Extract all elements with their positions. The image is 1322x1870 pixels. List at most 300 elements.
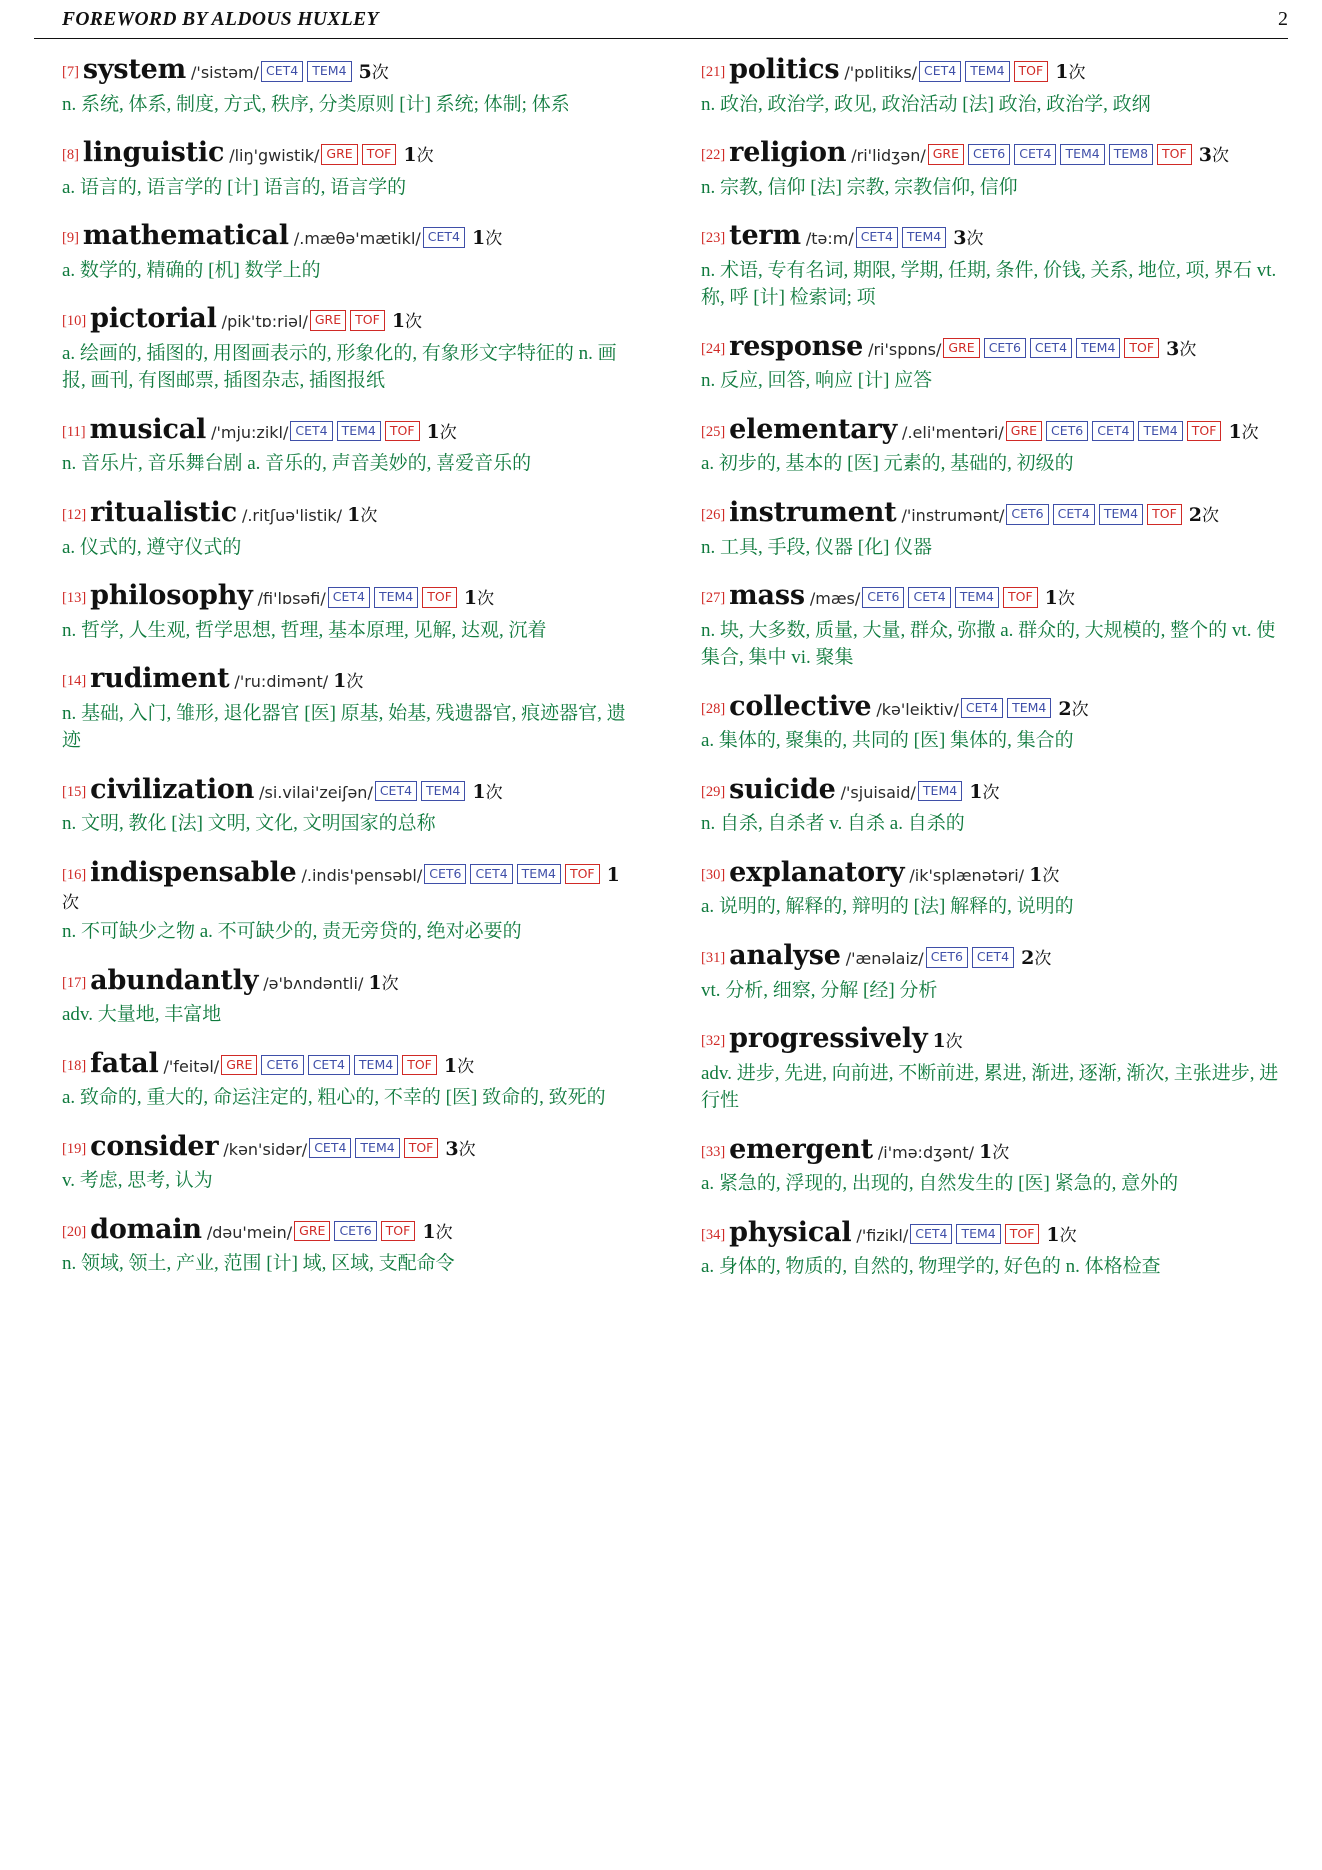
- entry-phonetic: /'sjuisaid/: [840, 782, 916, 802]
- entry-word: analyse: [729, 940, 841, 972]
- frequency-unit: 次: [435, 1222, 453, 1242]
- frequency-count: [979, 1141, 1009, 1163]
- frequency-count: [1021, 947, 1051, 969]
- frequency-number: 1: [347, 504, 361, 527]
- entry-headline: [62, 1130, 633, 1165]
- entry-phonetic: /'mju:zikl/: [211, 422, 289, 442]
- entry-word: abundantly: [90, 964, 259, 996]
- exam-tag-badge: TEM4: [421, 781, 465, 802]
- entry-definition: n. 系统, 体系, 制度, 方式, 秩序, 分类原则 [计] 系统; 体制; 体系: [62, 93, 570, 115]
- entry-phonetic: /ri'lidʒən/: [851, 146, 926, 166]
- frequency-unit: 次: [405, 312, 423, 332]
- frequency-number: 1: [472, 780, 486, 803]
- frequency-unit: 次: [371, 63, 389, 82]
- entry-word: response: [729, 330, 864, 362]
- exam-tag-badge: CET6: [261, 1055, 303, 1076]
- frequency-unit: 次: [982, 782, 1000, 802]
- entry-index: [23]: [701, 230, 726, 247]
- entry-word: indispensable: [90, 856, 297, 888]
- entry-headline: [62, 302, 633, 337]
- entry-index: [21]: [701, 64, 726, 80]
- frequency-unit: 次: [416, 146, 434, 166]
- frequency-number: 1: [1055, 61, 1069, 83]
- entry-definition: n. 领域, 领土, 产业, 范围 [计] 域, 区域, 支配命令: [62, 1253, 455, 1275]
- entry-headline: [701, 219, 1282, 254]
- entry-definition: vt. 分析, 细察, 分解 [经] 分析: [701, 979, 938, 1001]
- frequency-number: 2: [1021, 947, 1035, 970]
- entry-index: [29]: [701, 783, 726, 800]
- entry-index: [32]: [701, 1033, 726, 1050]
- entry-definition: a. 身体的, 物质的, 自然的, 物理学的, 好色的 n. 体格检查: [701, 1256, 1161, 1278]
- exam-tag-badge: CET6: [926, 947, 968, 968]
- exam-tag-badge: TEM4: [902, 227, 946, 248]
- entry-index: [11]: [62, 423, 86, 440]
- entry-phonetic: /ri'spɒns/: [868, 339, 942, 359]
- exam-tag-badge: GRE: [221, 1055, 257, 1076]
- running-head-title: FOREWORD BY ALDOUS HUXLEY: [62, 9, 379, 30]
- dictionary-entry: [62, 1213, 633, 1278]
- exam-tag-badge: TOF: [422, 587, 457, 608]
- entry-phonetic: /si.vilai'zeiʃən/: [259, 782, 373, 802]
- entry-headline: [62, 1047, 633, 1082]
- entry-phonetic: /ik'splænətəri/: [909, 865, 1025, 885]
- entry-headline: [62, 496, 633, 531]
- entry-word: rudiment: [90, 663, 230, 695]
- exam-tag-badge: TOF: [1003, 587, 1038, 608]
- frequency-unit: 次: [992, 1142, 1010, 1162]
- entry-headline: [62, 1213, 633, 1248]
- frequency-count: [472, 781, 502, 803]
- exam-tag-badge: TEM4: [374, 587, 418, 608]
- dictionary-entry: [701, 413, 1282, 478]
- entry-word: system: [82, 54, 187, 85]
- entry-headline: [701, 53, 1282, 88]
- frequency-unit: 次: [381, 973, 399, 993]
- entry-phonetic: /ə'bʌndəntli/: [263, 973, 364, 993]
- frequency-count: [333, 670, 363, 692]
- frequency-unit: 次: [485, 782, 503, 802]
- dictionary-entry: [701, 136, 1282, 201]
- frequency-number: 1: [472, 227, 486, 250]
- entry-definition: n. 政治, 政治学, 政见, 政治活动 [法] 政治, 政治学, 政纲: [701, 93, 1151, 115]
- entry-headline: [701, 496, 1282, 531]
- entry-word: physical: [729, 1216, 852, 1248]
- entry-phonetic: /'ru:dimənt/: [234, 672, 329, 692]
- frequency-unit: 次: [1068, 63, 1086, 82]
- page-header: [0, 0, 1322, 35]
- exam-tag-badge: GRE: [321, 144, 357, 165]
- entry-word: suicide: [729, 773, 836, 805]
- frequency-count: [403, 144, 433, 166]
- frequency-count: [932, 1030, 962, 1052]
- frequency-number: 1: [932, 1030, 946, 1053]
- exam-tag-badge: CET6: [968, 144, 1010, 165]
- frequency-unit: 次: [1057, 589, 1075, 609]
- dictionary-entry: [701, 1216, 1282, 1281]
- exam-tag-badge: TOF: [1147, 504, 1182, 525]
- exam-tag-badge: TEM4: [918, 781, 962, 802]
- entry-phonetic: /pik'tɒ:riəl/: [221, 312, 308, 332]
- exam-tag-badge: TEM8: [1109, 144, 1153, 165]
- entry-word: consider: [90, 1130, 219, 1162]
- frequency-number: 1: [969, 780, 983, 803]
- dictionary-entry: [62, 1130, 633, 1195]
- entry-headline: [701, 413, 1282, 448]
- frequency-count: [1199, 144, 1229, 166]
- frequency-unit: 次: [360, 506, 378, 526]
- entry-headline: [62, 579, 633, 614]
- frequency-number: 1: [391, 310, 406, 333]
- frequency-unit: 次: [945, 1032, 963, 1052]
- exam-tag-badge: TEM4: [955, 587, 999, 608]
- exam-tag-badge: CET4: [261, 61, 303, 82]
- entry-word: ritualistic: [90, 497, 237, 529]
- entry-index: [28]: [701, 700, 726, 717]
- entry-index: [31]: [701, 950, 726, 967]
- exam-tag-badge: GRE: [310, 310, 346, 331]
- exam-tag-badge: TOF: [385, 421, 420, 442]
- entry-index: [9]: [62, 230, 79, 247]
- entry-word: pictorial: [90, 303, 217, 335]
- entry-definition: n. 宗教, 信仰 [法] 宗教, 宗教信仰, 信仰: [701, 176, 1018, 198]
- frequency-count: [1029, 864, 1059, 886]
- frequency-number: 1: [979, 1140, 993, 1163]
- entry-definition: a. 说明的, 解释的, 辩明的 [法] 解释的, 说明的: [701, 896, 1074, 918]
- entry-word: musical: [89, 413, 207, 445]
- frequency-count: [1228, 421, 1258, 443]
- entry-headline: [62, 219, 633, 254]
- exam-tag-badge: TOF: [350, 310, 385, 331]
- entry-definition: a. 致命的, 重大的, 命运注定的, 粗心的, 不幸的 [医] 致命的, 致死的: [62, 1087, 606, 1109]
- frequency-unit: 次: [1034, 949, 1052, 969]
- entry-definition: n. 哲学, 人生观, 哲学思想, 哲理, 基本原理, 见解, 达观, 沉着: [62, 619, 547, 641]
- entry-phonetic: /.indis'pensəbl/: [301, 865, 423, 885]
- entry-word: politics: [729, 54, 840, 85]
- entry-phonetic: /i'mə:dʒənt/: [877, 1142, 974, 1162]
- frequency-count: [464, 587, 494, 609]
- dictionary-entry: [62, 496, 633, 561]
- dictionary-entry: [62, 219, 633, 284]
- dictionary-entry: [62, 413, 633, 478]
- exam-tag-badge: TOF: [1157, 144, 1192, 165]
- dictionary-entry: [701, 773, 1282, 838]
- frequency-count: [472, 227, 502, 249]
- entry-index: [14]: [62, 673, 87, 690]
- page-number: 2: [1278, 8, 1288, 30]
- exam-tag-badge: CET4: [972, 947, 1014, 968]
- entry-index: [26]: [701, 507, 726, 524]
- exam-tag-badge: TEM4: [956, 1224, 1000, 1245]
- column-left: [0, 53, 661, 1299]
- entry-definition: a. 初步的, 基本的 [医] 元素的, 基础的, 初级的: [701, 453, 1074, 475]
- frequency-count: [422, 1221, 452, 1243]
- entry-word: philosophy: [90, 580, 253, 612]
- frequency-count: [969, 781, 999, 803]
- exam-tag-badge: CET6: [862, 587, 904, 608]
- exam-tag-badge: TEM4: [337, 421, 381, 442]
- exam-tag-badge: CET4: [328, 587, 370, 608]
- frequency-count: [1058, 698, 1088, 720]
- dictionary-entry: [62, 662, 633, 755]
- exam-tag-badge: CET6: [984, 338, 1026, 359]
- dictionary-entry: [62, 856, 633, 946]
- dictionary-entry: [62, 53, 633, 118]
- entry-phonetic: /'instrumənt/: [901, 506, 1005, 526]
- entry-headline: [701, 1216, 1282, 1251]
- column-right: [661, 53, 1322, 1299]
- exam-tag-badge: CET6: [424, 864, 466, 885]
- exam-tag-badge: CET4: [470, 864, 512, 885]
- exam-tag-badge: CET4: [908, 587, 950, 608]
- exam-tag-badge: TOF: [1124, 338, 1159, 359]
- entry-definition: n. 音乐片, 音乐舞台剧 a. 音乐的, 声音美妙的, 喜爱音乐的: [62, 453, 532, 475]
- exam-tag-badge: TOF: [404, 1138, 439, 1159]
- entry-index: [27]: [701, 590, 726, 607]
- frequency-number: 3: [445, 1137, 459, 1160]
- frequency-unit: 次: [1202, 506, 1219, 526]
- exam-tag-badge: CET4: [290, 421, 332, 442]
- entry-headline: [62, 662, 633, 697]
- dictionary-entry: [701, 856, 1282, 921]
- frequency-unit: 次: [1241, 422, 1259, 442]
- frequency-count: [444, 1055, 474, 1077]
- dictionary-entry: [701, 496, 1282, 561]
- frequency-number: 1: [422, 1220, 436, 1243]
- entry-index: [7]: [62, 64, 79, 80]
- frequency-number: 5: [358, 61, 372, 83]
- entry-definition: n. 反应, 回答, 响应 [计] 应答: [701, 370, 933, 392]
- exam-tag-badge: TEM4: [1099, 504, 1143, 525]
- exam-tag-badge: CET6: [1046, 421, 1088, 442]
- entry-headline: [701, 690, 1282, 725]
- entry-word: term: [729, 220, 801, 252]
- dictionary-entry: [62, 579, 633, 644]
- entry-definition: a. 仪式的, 遵守仪式的: [62, 536, 242, 558]
- entry-definition: n. 术语, 专有名词, 期限, 学期, 任期, 条件, 价钱, 关系, 地位, 项, 界石 vt. 称, 呼 [计] 检索词; 项: [701, 259, 1277, 309]
- entry-definition: a. 紧急的, 浮现的, 出现的, 自然发生的 [医] 紧急的, 意外的: [701, 1173, 1179, 1195]
- exam-tag-badge: CET4: [375, 781, 417, 802]
- entry-headline: [701, 1133, 1282, 1168]
- exam-tag-badge: CET4: [910, 1224, 952, 1245]
- entry-definition: v. 考虑, 思考, 认为: [62, 1170, 213, 1192]
- entry-word: mass: [729, 580, 805, 612]
- frequency-number: 1: [333, 670, 347, 693]
- entry-phonetic: /'pɒlitiks/: [844, 63, 918, 82]
- frequency-number: 1: [1228, 420, 1242, 443]
- entry-word: civilization: [90, 773, 255, 805]
- entry-index: [34]: [701, 1226, 726, 1243]
- entry-index: [18]: [62, 1057, 87, 1074]
- frequency-count: [1046, 1224, 1076, 1246]
- entry-word: explanatory: [729, 856, 905, 888]
- entry-definition: a. 集体的, 聚集的, 共同的 [医] 集体的, 集合的: [701, 730, 1074, 752]
- entry-headline: [62, 53, 633, 88]
- exam-tag-badge: TEM4: [1138, 421, 1182, 442]
- frequency-number: 1: [1029, 863, 1043, 886]
- entry-index: [20]: [62, 1223, 87, 1240]
- frequency-count: [1166, 338, 1196, 360]
- entry-definition: adv. 大量地, 丰富地: [62, 1004, 222, 1026]
- entry-phonetic: /'fizikl/: [856, 1225, 909, 1245]
- frequency-unit: 次: [1059, 1225, 1077, 1245]
- exam-tag-badge: TEM4: [1007, 698, 1051, 719]
- entry-headline: [62, 964, 633, 999]
- dictionary-entry: [701, 219, 1282, 312]
- frequency-number: 1: [443, 1054, 458, 1077]
- frequency-number: 2: [1188, 504, 1202, 527]
- entry-index: [19]: [62, 1140, 87, 1157]
- entry-word: mathematical: [82, 220, 289, 252]
- frequency-number: 1: [606, 863, 620, 886]
- entry-phonetic: /kən'sidər/: [223, 1139, 308, 1159]
- frequency-number: 1: [463, 587, 478, 610]
- entry-index: [17]: [62, 974, 87, 991]
- frequency-unit: 次: [477, 589, 495, 609]
- entry-index: [25]: [701, 423, 726, 440]
- frequency-count: [1045, 587, 1075, 609]
- dictionary-entry: [701, 1022, 1282, 1115]
- frequency-unit: 次: [1211, 146, 1229, 166]
- exam-tag-badge: GRE: [294, 1221, 330, 1242]
- entry-phonetic: /.mæθə'mætikl/: [293, 229, 421, 249]
- entry-headline: [701, 136, 1282, 171]
- exam-tag-badge: TEM4: [965, 61, 1009, 82]
- frequency-unit: 次: [1179, 339, 1197, 359]
- frequency-count: [359, 61, 389, 83]
- frequency-number: 3: [953, 227, 967, 250]
- dictionary-entry: [701, 53, 1282, 118]
- frequency-count: [427, 421, 457, 443]
- entry-word: fatal: [90, 1047, 159, 1079]
- frequency-count: [1055, 61, 1085, 83]
- entry-phonetic: /'feitəl/: [163, 1056, 220, 1076]
- entry-index: [12]: [62, 507, 87, 524]
- dictionary-entry: [701, 939, 1282, 1004]
- dictionary-entry: [62, 964, 633, 1029]
- entry-headline: [62, 773, 633, 808]
- exam-tag-badge: TOF: [565, 864, 600, 885]
- exam-tag-badge: CET4: [308, 1055, 350, 1076]
- entry-definition: adv. 进步, 先进, 向前进, 不断前进, 累进, 渐进, 逐渐, 渐次, 主张进步, 进行性: [701, 1062, 1279, 1112]
- entry-definition: n. 文明, 教化 [法] 文明, 文化, 文明国家的总称: [62, 813, 436, 835]
- exam-tag-badge: CET4: [856, 227, 898, 248]
- frequency-unit: 次: [457, 1056, 475, 1076]
- entry-phonetic: /dəu'mein/: [206, 1222, 293, 1242]
- frequency-unit: 次: [485, 229, 503, 249]
- entry-phonetic: /liŋ'gwistik/: [229, 146, 320, 166]
- exam-tag-badge: TEM4: [354, 1055, 398, 1076]
- dictionary-entry: [62, 773, 633, 838]
- exam-tag-badge: TOF: [381, 1221, 416, 1242]
- entry-word: domain: [90, 1213, 202, 1245]
- exam-tag-badge: GRE: [928, 144, 964, 165]
- entry-definition: n. 块, 大多数, 质量, 大量, 群众, 弥撒 a. 群众的, 大规模的, 整个的 vt. 使集合, 集中 vi. 聚集: [701, 619, 1276, 669]
- entry-headline: [62, 856, 633, 915]
- frequency-unit: 次: [966, 229, 984, 249]
- entry-word: collective: [729, 690, 872, 722]
- entry-headline: [701, 856, 1282, 891]
- frequency-unit: 次: [1042, 865, 1060, 885]
- exam-tag-badge: TOF: [1187, 421, 1222, 442]
- entry-phonetic: /mæs/: [809, 589, 861, 609]
- dictionary-entry: [701, 579, 1282, 672]
- dictionary-entry: [701, 330, 1282, 395]
- exam-tag-badge: CET4: [309, 1138, 351, 1159]
- frequency-number: 1: [426, 420, 440, 443]
- entry-word: progressively: [729, 1023, 928, 1055]
- frequency-count: [1189, 504, 1219, 526]
- frequency-unit: 次: [1071, 699, 1089, 719]
- entry-index: [10]: [62, 313, 87, 330]
- exam-tag-badge: CET4: [919, 61, 961, 82]
- frequency-unit: 次: [439, 422, 457, 442]
- entry-definition: n. 工具, 手段, 仪器 [化] 仪器: [701, 536, 933, 558]
- entry-index: [24]: [701, 340, 726, 357]
- frequency-count: [368, 972, 398, 994]
- exam-tag-badge: GRE: [943, 338, 979, 359]
- entry-definition: a. 绘画的, 插图的, 用图画表示的, 形象化的, 有象形文字特征的 n. 画报, 画刊, 有图邮票, 插图杂志, 插图报纸: [62, 342, 617, 392]
- frequency-number: 1: [1046, 1223, 1060, 1246]
- two-column-body: [0, 39, 1322, 1299]
- entry-word: linguistic: [82, 137, 225, 169]
- entry-headline: [701, 773, 1282, 808]
- frequency-count: [347, 504, 377, 526]
- entry-definition: n. 不可缺少之物 a. 不可缺少的, 责无旁贷的, 绝对必要的: [62, 920, 522, 942]
- exam-tag-badge: CET4: [1053, 504, 1095, 525]
- entry-phonetic: /.eli'mentəri/: [902, 422, 1004, 442]
- frequency-number: 3: [1166, 337, 1180, 360]
- frequency-unit: 次: [458, 1139, 476, 1159]
- exam-tag-badge: CET4: [961, 698, 1003, 719]
- entry-index: [13]: [62, 590, 87, 607]
- entry-headline: [701, 330, 1282, 365]
- frequency-number: 2: [1058, 697, 1072, 720]
- entry-definition: n. 基础, 入门, 雏形, 退化器官 [医] 原基, 始基, 残遗器官, 痕迹器官, 遗迹: [62, 702, 626, 752]
- entry-word: instrument: [729, 497, 897, 529]
- exam-tag-badge: TEM4: [1060, 144, 1104, 165]
- frequency-number: 1: [403, 144, 417, 167]
- exam-tag-badge: CET6: [1006, 504, 1048, 525]
- exam-tag-badge: TEM4: [307, 61, 351, 82]
- entry-definition: a. 数学的, 精确的 [机] 数学上的: [62, 259, 321, 281]
- entry-phonetic: /'ænəlaiz/: [845, 949, 924, 969]
- dictionary-entry: [62, 1047, 633, 1112]
- entry-index: [16]: [62, 866, 87, 883]
- frequency-count: [953, 227, 983, 249]
- exam-tag-badge: GRE: [1006, 421, 1042, 442]
- exam-tag-badge: CET4: [1092, 421, 1134, 442]
- entry-index: [15]: [62, 783, 87, 800]
- frequency-unit: 次: [346, 672, 364, 692]
- entry-headline: [62, 136, 633, 171]
- exam-tag-badge: CET4: [423, 227, 465, 248]
- entry-index: [8]: [62, 147, 79, 164]
- dictionary-entry: [701, 1133, 1282, 1198]
- frequency-number: 1: [368, 971, 382, 994]
- dictionary-entry: [62, 302, 633, 395]
- exam-tag-badge: TOF: [1005, 1224, 1040, 1245]
- entry-headline: [701, 1022, 1282, 1057]
- entry-headline: [62, 413, 633, 448]
- entry-index: [30]: [701, 866, 726, 883]
- entry-index: [22]: [701, 147, 726, 164]
- exam-tag-badge: TEM4: [355, 1138, 399, 1159]
- exam-tag-badge: TEM4: [1076, 338, 1120, 359]
- entry-definition: n. 自杀, 自杀者 v. 自杀 a. 自杀的: [701, 813, 965, 835]
- entry-definition: a. 语言的, 语言学的 [计] 语言的, 语言学的: [62, 176, 407, 198]
- frequency-count: [392, 310, 422, 332]
- frequency-unit: 次: [62, 893, 79, 913]
